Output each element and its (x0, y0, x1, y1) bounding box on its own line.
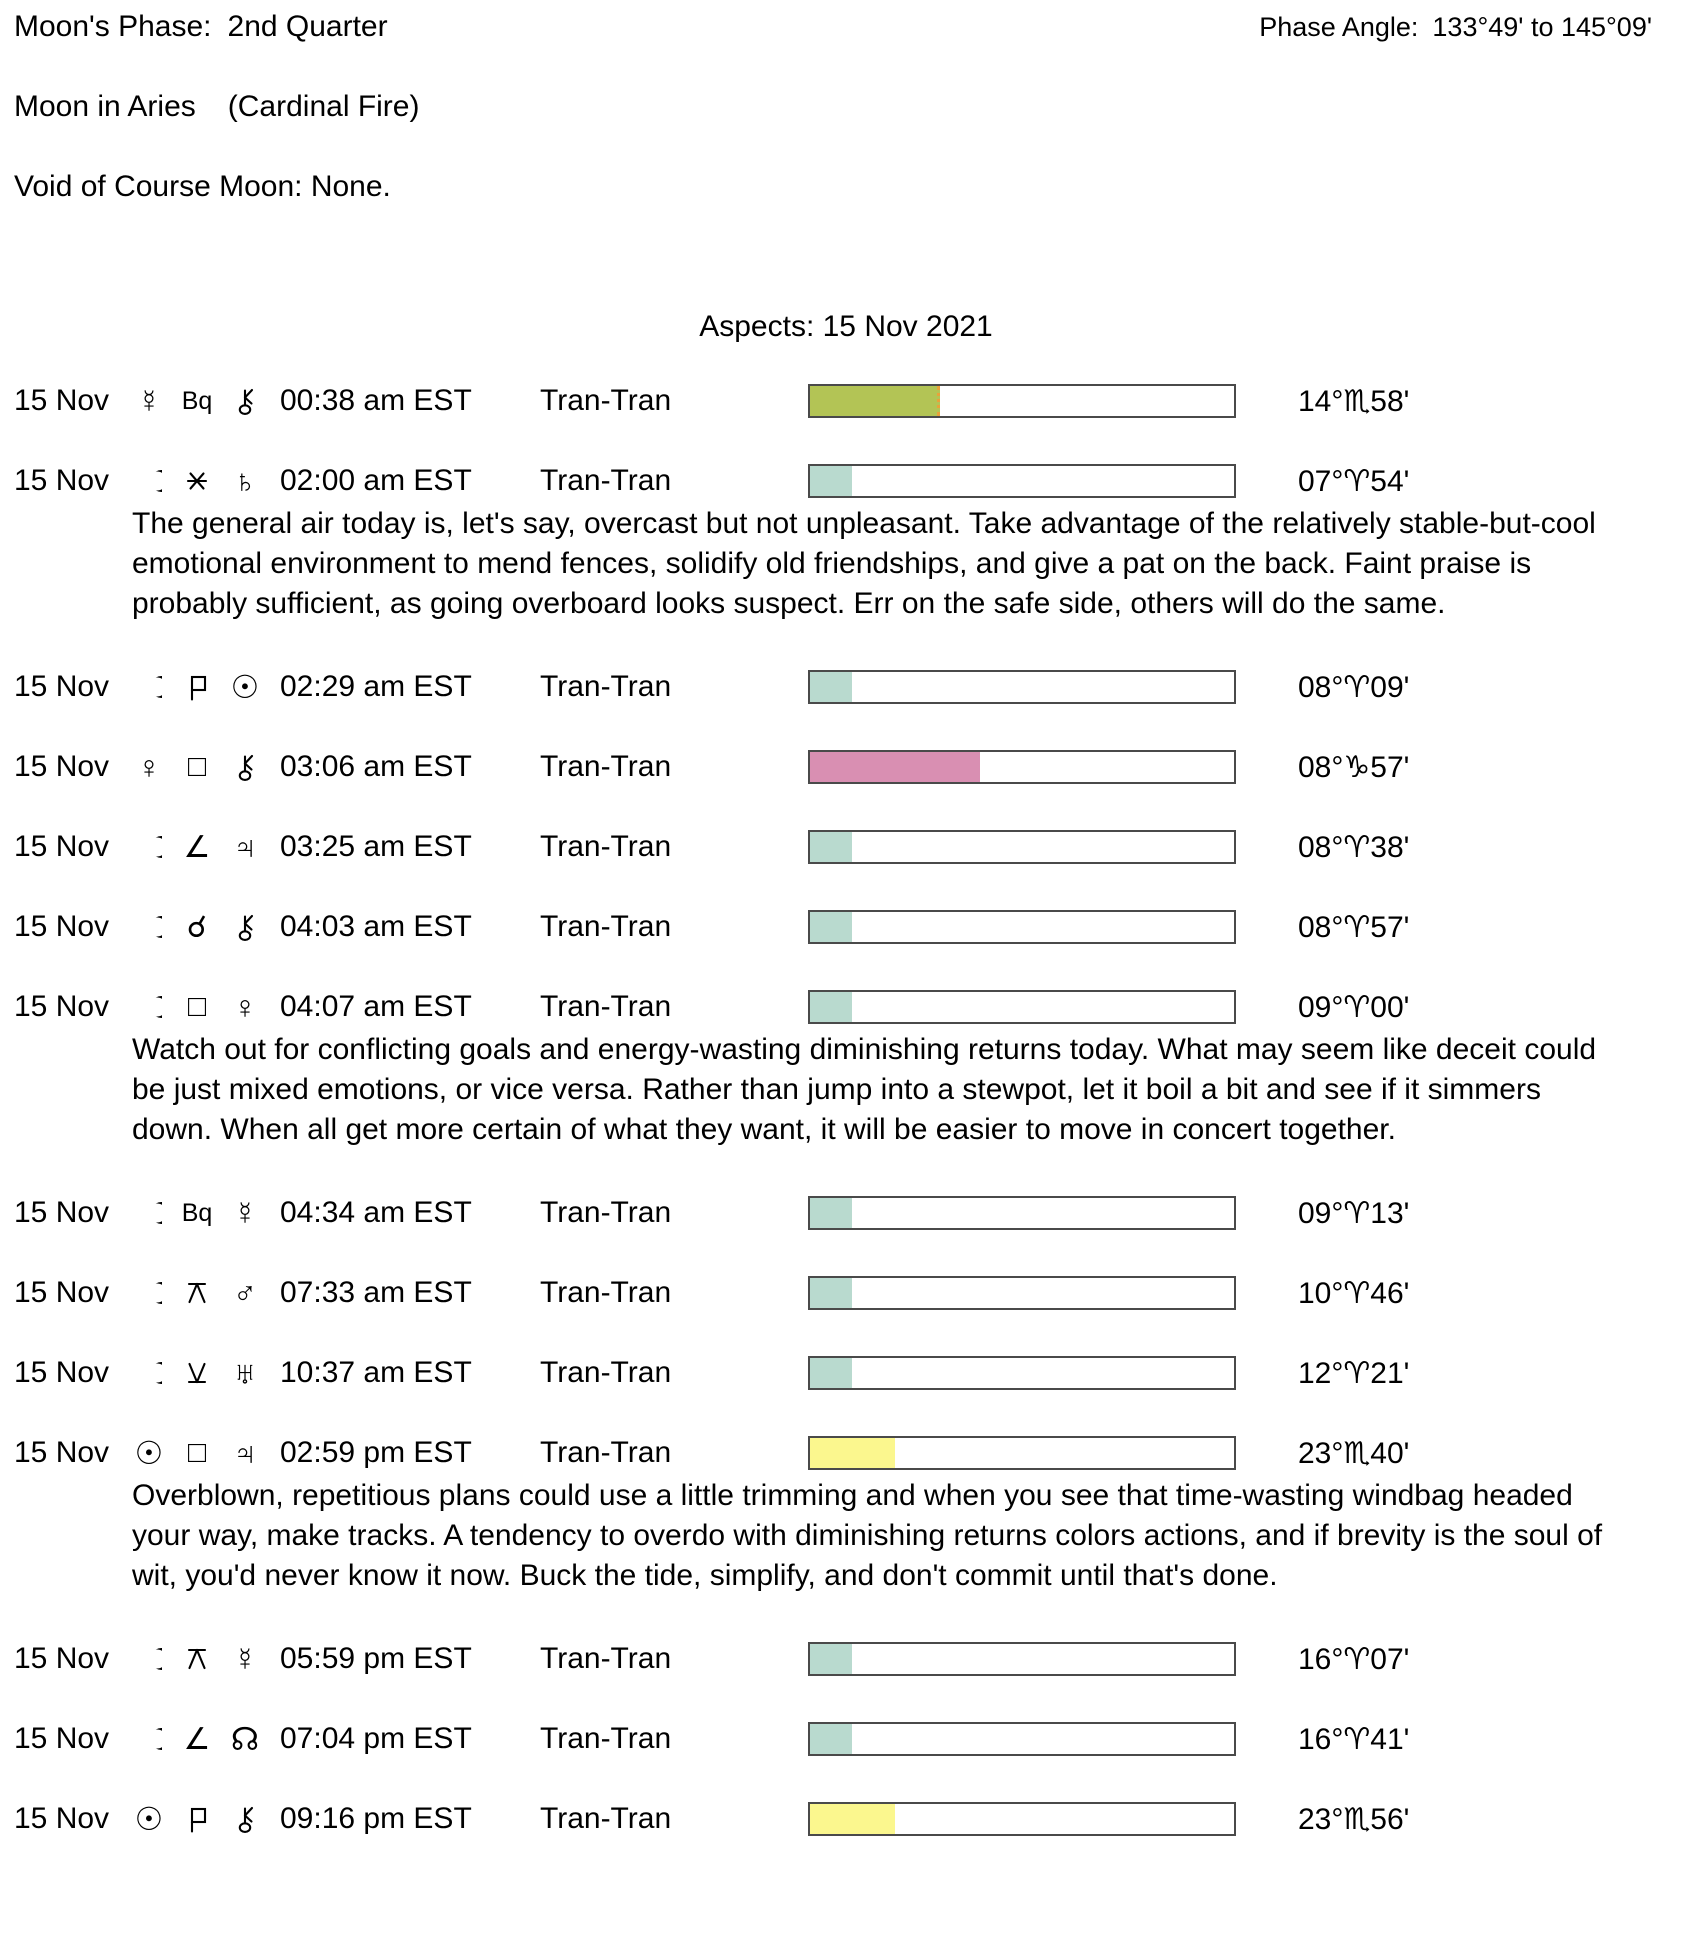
aspect-time: 00:38 am EST (280, 384, 472, 417)
aspect-row (14, 1276, 1692, 1310)
sesquiquadrate-aspect-icon (172, 672, 222, 702)
moon-glyph-shape (136, 912, 162, 942)
sesquiquadrate-glyph-shape (184, 672, 210, 702)
moon-glyph-shape (136, 466, 162, 496)
moon-glyph-shape (136, 992, 162, 1022)
aspect-position: 12°♈21' (1298, 1356, 1410, 1390)
aspect-type: Tran-Tran (540, 750, 672, 783)
jupiter-icon: ♃ (233, 1434, 257, 1471)
void-of-course-line: Void of Course Moon: None. (14, 170, 391, 203)
aspect-position: 08°♑57' (1298, 750, 1410, 784)
aspect-type: Tran-Tran (540, 670, 672, 703)
aspect-interpretation: Overblown, repetitious plans could use a little trimming and when you see that time-wasting windbag headed your way, make tracks. A tendency to overdo with diminishing returns colors actions, and if brevity is the soul of wit, you'd never know it now. Buck the tide, simplify, and don't commit until that's done. (132, 1479, 1603, 1592)
aspect-type: Tran-Tran (540, 1642, 672, 1675)
aspect-position: 16°♈07' (1298, 1642, 1410, 1676)
moon-glyph-shape (136, 1644, 162, 1674)
aspect-position: 09°♈13' (1298, 1196, 1410, 1230)
orb-bar (808, 910, 1236, 944)
phase-angle-label: Phase Angle: (1259, 12, 1419, 42)
chiron-glyph-shape (232, 386, 258, 416)
orb-bar-fill (810, 832, 852, 862)
aspect-row (14, 910, 1692, 944)
orb-bar (808, 1196, 1236, 1230)
phase-angle-value: 133°49' to 145°09' (1432, 12, 1652, 42)
orb-bar (808, 384, 1236, 418)
moon-icon (126, 1724, 172, 1754)
orb-bar (808, 750, 1236, 784)
biquintile-aspect-icon: Bq (181, 1198, 213, 1227)
semisquare-aspect-icon: ∠ (183, 830, 211, 864)
orb-bar-fill (810, 466, 852, 496)
moon-glyph-shape (136, 1724, 162, 1754)
mercury-icon: ☿ (233, 1640, 257, 1677)
aspect-rows (14, 384, 1692, 1836)
orb-bar-fill (810, 1278, 852, 1308)
aspect-row (14, 1196, 1692, 1230)
chiron-icon (222, 752, 268, 782)
orb-bar-fill (810, 1724, 852, 1754)
header-line-1 (14, 10, 1692, 44)
orb-bar-fill (810, 1804, 895, 1834)
orb-bar-fill (810, 1358, 852, 1388)
aspects-title: Aspects: 15 Nov 2021 (699, 310, 993, 343)
quincunx-aspect-icon (172, 1278, 222, 1308)
quincunx-aspect-icon (172, 1644, 222, 1674)
aspect-type: Tran-Tran (540, 1276, 672, 1309)
aspect-row (14, 750, 1692, 784)
mercury-icon: ☿ (233, 1194, 257, 1231)
chiron-icon (222, 912, 268, 942)
semisextile-aspect-icon (172, 1358, 222, 1388)
aspect-type: Tran-Tran (540, 1356, 672, 1389)
saturn-icon: ♄ (233, 462, 257, 499)
chiron-icon (222, 1804, 268, 1834)
moon-icon (126, 992, 172, 1022)
moon-sign-line (14, 90, 1692, 124)
aspect-time: 05:59 pm EST (280, 1642, 472, 1675)
moon-glyph-shape (136, 832, 162, 862)
square-aspect-icon: □ (187, 990, 207, 1023)
orb-bar (808, 1436, 1236, 1470)
moons-phase-label: Moon's Phase: (14, 10, 212, 43)
aspect-date: 15 Nov (14, 1802, 110, 1835)
aspect-row (14, 990, 1692, 1024)
aspect-date: 15 Nov (14, 1356, 110, 1389)
aspect-row (14, 670, 1692, 704)
mars-icon: ♂ (233, 1274, 257, 1311)
moons-phase (14, 10, 388, 44)
orb-bar (808, 1276, 1236, 1310)
phase-angle (1259, 10, 1652, 43)
aspect-row (14, 1436, 1692, 1470)
aspect-time: 02:59 pm EST (280, 1436, 472, 1469)
aspect-position: 23°♏40' (1298, 1436, 1410, 1470)
moon-icon (126, 1198, 172, 1228)
aspect-position: 08°♈38' (1298, 830, 1410, 864)
quincunx-glyph-shape (184, 1278, 210, 1308)
orb-bar (808, 1722, 1236, 1756)
orb-bar-fill (810, 1438, 895, 1468)
aspect-type: Tran-Tran (540, 910, 672, 943)
orb-bar-fill (810, 1644, 852, 1674)
orb-bar (808, 990, 1236, 1024)
orb-bar (808, 1802, 1236, 1836)
aspect-position: 10°♈46' (1298, 1276, 1410, 1310)
sesquiquadrate-glyph-shape (184, 1804, 210, 1834)
moon-icon (126, 466, 172, 496)
moon-glyph-shape (136, 1358, 162, 1388)
square-aspect-icon: □ (187, 750, 207, 783)
aspect-row (14, 1356, 1692, 1390)
aspect-interpretation: Watch out for conflicting goals and energy-wasting diminishing returns today. What may seem like deceit could be just mixed emotions, or vice versa. Rather than jump into a stewpot, let it boil a bit and see if it simmers down. When all get more certain of what they want, it will be easier to move in concert together. (132, 1033, 1597, 1146)
sun-icon: ☉ (134, 1435, 164, 1471)
chiron-glyph-shape (232, 752, 258, 782)
aspect-date: 15 Nov (14, 990, 110, 1023)
aspect-position: 08°♈09' (1298, 670, 1410, 704)
node-icon: ☊ (230, 1721, 260, 1757)
aspect-position: 09°♈00' (1298, 990, 1410, 1024)
aspect-type: Tran-Tran (540, 990, 672, 1023)
moon-sign-detail: (Cardinal Fire) (227, 90, 420, 123)
quincunx-glyph-shape (184, 1644, 210, 1674)
aspect-date: 15 Nov (14, 1276, 110, 1309)
moon-icon (126, 1278, 172, 1308)
aspect-row (14, 1802, 1692, 1836)
aspect-date: 15 Nov (14, 464, 110, 497)
chiron-icon (222, 386, 268, 416)
moons-phase-value: 2nd Quarter (227, 10, 388, 43)
aspect-time: 04:34 am EST (280, 1196, 472, 1229)
moon-icon (126, 672, 172, 702)
aspect-date: 15 Nov (14, 830, 110, 863)
aspect-row (14, 384, 1692, 418)
aspect-time: 02:00 am EST (280, 464, 472, 497)
moon-icon (126, 1644, 172, 1674)
square-aspect-icon: □ (187, 1436, 207, 1469)
venus-icon: ♀ (137, 748, 161, 785)
moon-glyph-shape (136, 1198, 162, 1228)
aspect-date: 15 Nov (14, 384, 110, 417)
aspect-type: Tran-Tran (540, 1436, 672, 1469)
chiron-glyph-shape (232, 912, 258, 942)
aspect-time: 07:33 am EST (280, 1276, 472, 1309)
aspect-time: 03:25 am EST (280, 830, 472, 863)
sun-icon: ☉ (230, 669, 260, 705)
aspect-row (14, 1722, 1692, 1756)
orb-bar-fill (810, 386, 940, 416)
aspect-time: 09:16 pm EST (280, 1802, 472, 1835)
aspect-row (14, 464, 1692, 498)
moon-glyph-shape (136, 1278, 162, 1308)
aspect-type: Tran-Tran (540, 384, 672, 417)
jupiter-icon: ♃ (233, 828, 257, 865)
mercury-icon: ☿ (137, 382, 161, 419)
aspect-time: 03:06 am EST (280, 750, 472, 783)
conjunction-aspect-icon: ☌ (186, 910, 208, 944)
aspect-time: 02:29 am EST (280, 670, 472, 703)
venus-icon: ♀ (233, 988, 257, 1025)
aspect-time: 04:03 am EST (280, 910, 472, 943)
semisextile-glyph-shape (184, 1358, 210, 1388)
moon-glyph-shape (136, 672, 162, 702)
orb-bar (808, 1642, 1236, 1676)
orb-bar (808, 464, 1236, 498)
aspect-position: 23°♏56' (1298, 1802, 1410, 1836)
orb-bar (808, 670, 1236, 704)
orb-bar-fill (810, 672, 852, 702)
aspect-type: Tran-Tran (540, 1196, 672, 1229)
sextile-glyph-shape (184, 466, 210, 496)
aspect-date: 15 Nov (14, 750, 110, 783)
moon-sign-text: Moon in Aries (14, 90, 196, 123)
chiron-glyph-shape (232, 1804, 258, 1834)
aspect-position: 07°♈54' (1298, 464, 1410, 498)
aspect-row (14, 830, 1692, 864)
aspect-time: 10:37 am EST (280, 1356, 472, 1389)
aspect-type: Tran-Tran (540, 1722, 672, 1755)
aspect-date: 15 Nov (14, 1196, 110, 1229)
orb-bar-fill (810, 992, 852, 1022)
aspect-date: 15 Nov (14, 1642, 110, 1675)
sun-icon: ☉ (134, 1801, 164, 1837)
orb-bar (808, 1356, 1236, 1390)
aspect-position: 16°♈41' (1298, 1722, 1410, 1756)
orb-bar-fill (810, 752, 980, 782)
aspect-position: 08°♈57' (1298, 910, 1410, 944)
moon-icon (126, 1358, 172, 1388)
orb-bar-fill (810, 912, 852, 942)
aspect-type: Tran-Tran (540, 464, 672, 497)
moon-icon (126, 832, 172, 862)
aspect-date: 15 Nov (14, 1722, 110, 1755)
aspect-date: 15 Nov (14, 670, 110, 703)
aspect-type: Tran-Tran (540, 1802, 672, 1835)
aspect-time: 04:07 am EST (280, 990, 472, 1023)
sextile-aspect-icon (172, 466, 222, 496)
orb-bar-fill (810, 1198, 852, 1228)
aspect-row (14, 1642, 1692, 1676)
orb-bar (808, 830, 1236, 864)
aspect-interpretation: The general air today is, let's say, overcast but not unpleasant. Take advantage of the relatively stable-but-cool emotional environment to mend fences, solidify old friendships, and give a pat on the back. Faint praise is probably sufficient, as going overboard looks suspect. Err on the safe side, others will do the same. (132, 507, 1596, 620)
moon-icon (126, 912, 172, 942)
biquintile-aspect-icon: Bq (181, 386, 213, 415)
aspect-type: Tran-Tran (540, 830, 672, 863)
sesquiquadrate-aspect-icon (172, 1804, 222, 1834)
semisquare-aspect-icon: ∠ (183, 1722, 211, 1756)
aspect-time: 07:04 pm EST (280, 1722, 472, 1755)
aspect-date: 15 Nov (14, 910, 110, 943)
aspect-position: 14°♏58' (1298, 384, 1410, 418)
aspect-date: 15 Nov (14, 1436, 110, 1469)
uranus-icon: ♅ (233, 1354, 257, 1391)
